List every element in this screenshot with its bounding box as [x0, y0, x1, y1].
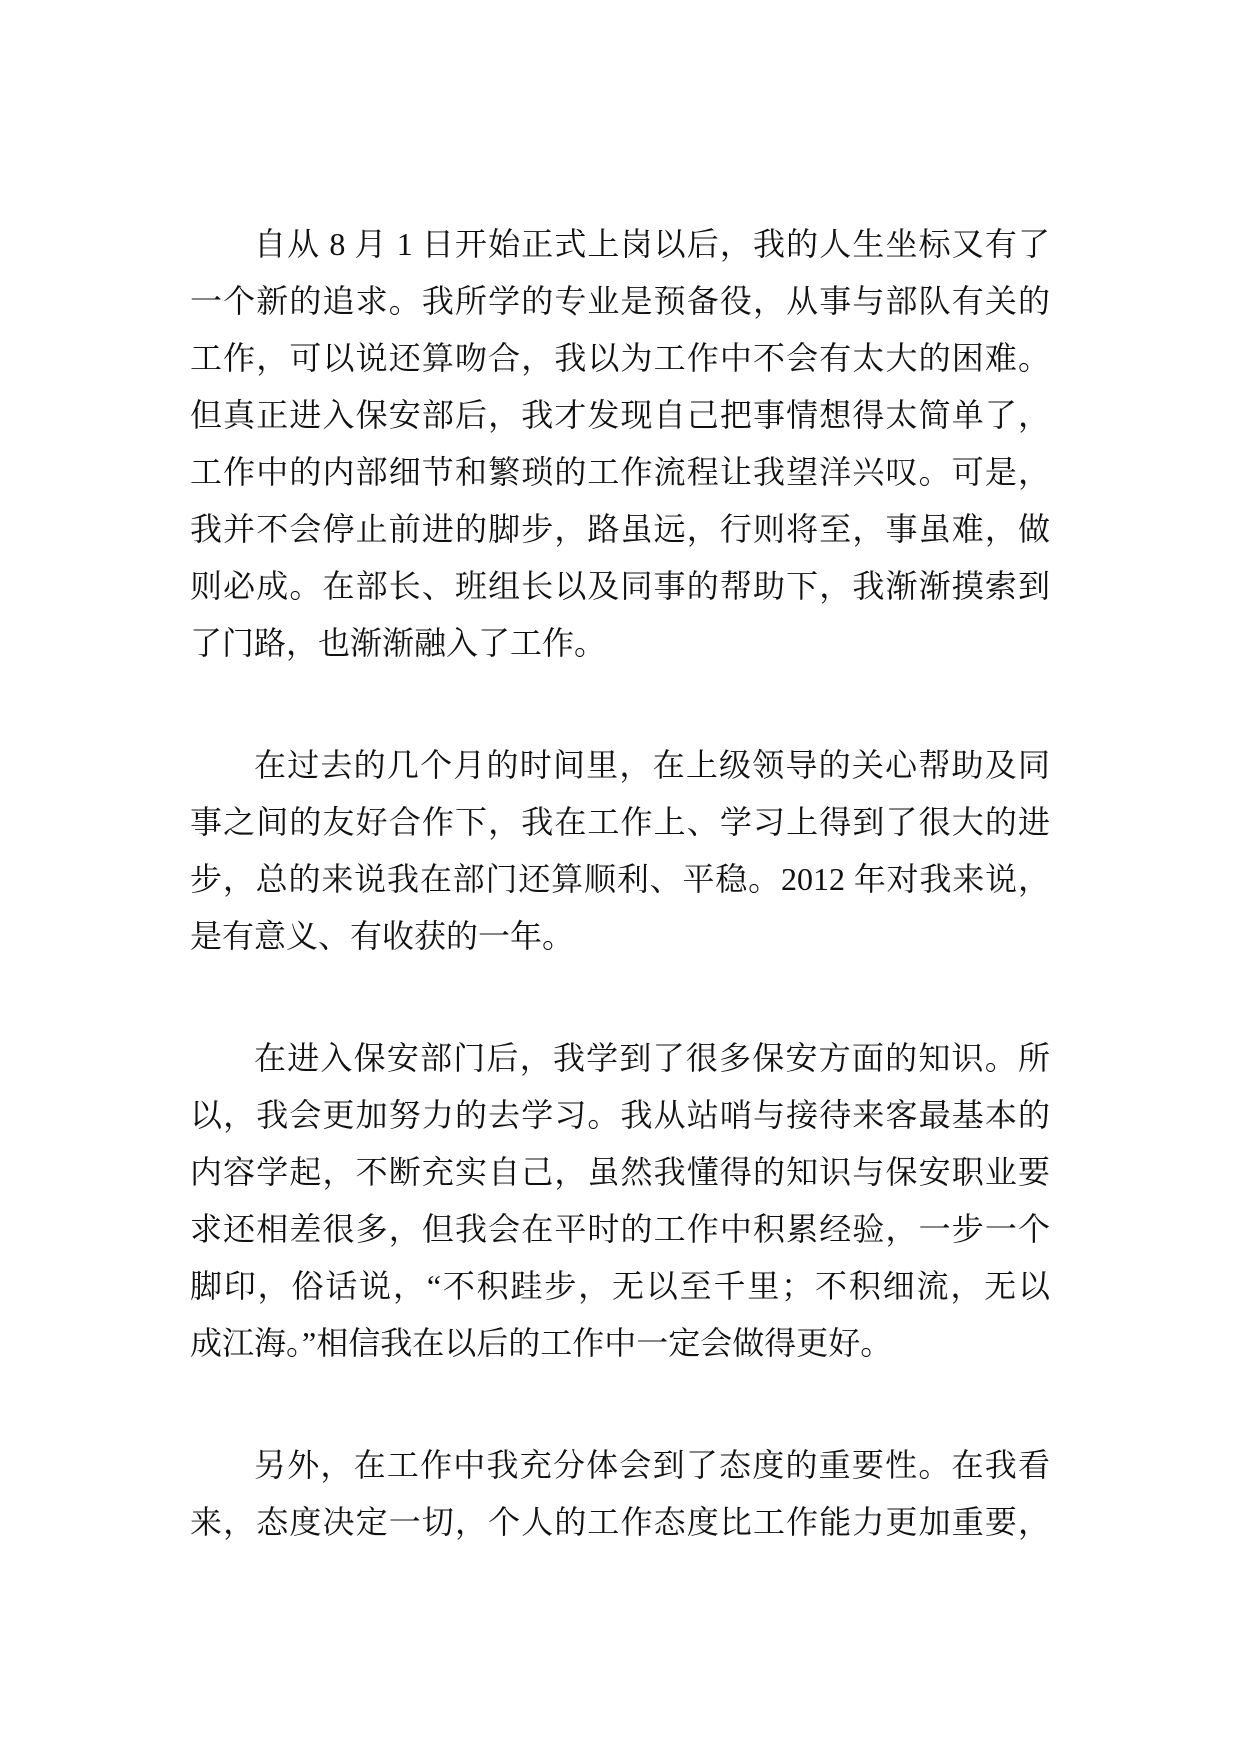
paragraph-4 [190, 1437, 1050, 1551]
text-line: 自从 8 月 1 日开始正式上岗以后，我的人生坐标又有了 [254, 226, 1050, 262]
text-line: 成江海。”相信我在以后的工作中一定会做得更好。 [190, 1325, 893, 1361]
text-line: 以，我会更加努力的去学习。我从站哨与接待来客最基本的 [190, 1097, 1050, 1133]
text-line: 另外，在工作中我充分体会到了态度的重要性。在我看 [254, 1447, 1050, 1483]
paragraph-2 [190, 737, 1050, 965]
text-line: 是有意义、有收获的一年。 [190, 918, 575, 954]
text-line: 但真正进入保安部后，我才发现自己把事情想得太简单了， [190, 397, 1050, 433]
text-line: 脚印，俗话说，“不积跬步，无以至千里；不积细流，无以 [190, 1268, 1050, 1304]
text-line: 工作中的内部细节和繁琐的工作流程让我望洋兴叹。可是， [190, 454, 1050, 490]
text-line: 事之间的友好合作下，我在工作上、学习上得到了很大的进 [190, 804, 1050, 840]
text-line: 在进入保安部门后，我学到了很多保安方面的知识。所 [254, 1040, 1050, 1076]
text-line: 来，态度决定一切，个人的工作态度比工作能力更加重要， [190, 1504, 1050, 1540]
text-line: 步，总的来说我在部门还算顺利、平稳。2012 年对我来说， [190, 861, 1050, 897]
text-line: 在过去的几个月的时间里，在上级领导的关心帮助及同 [254, 747, 1050, 783]
paragraph-1 [190, 216, 1050, 672]
paragraph-3 [190, 1030, 1050, 1372]
text-line: 内容学起，不断充实自己，虽然我懂得的知识与保安职业要 [190, 1154, 1050, 1190]
text-line: 求还相差很多，但我会在平时的工作中积累经验，一步一个 [190, 1211, 1050, 1247]
text-line: 一个新的追求。我所学的专业是预备役，从事与部队有关的 [190, 283, 1050, 319]
text-line: 则必成。在部长、班组长以及同事的帮助下，我渐渐摸索到 [190, 568, 1050, 604]
text-line: 工作，可以说还算吻合，我以为工作中不会有太大的困难。 [190, 340, 1050, 376]
body-text [190, 216, 1050, 1616]
text-line: 了门路，也渐渐融入了工作。 [190, 625, 607, 661]
text-line: 我并不会停止前进的脚步，路虽远，行则将至，事虽难，做 [190, 511, 1050, 547]
